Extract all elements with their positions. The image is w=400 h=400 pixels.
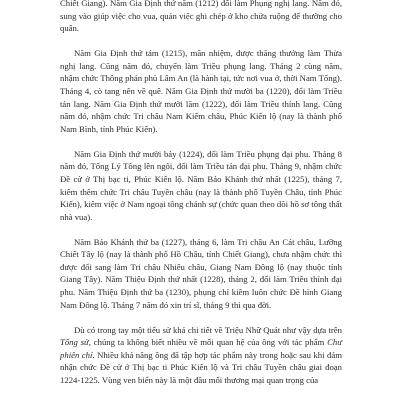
body-text bbox=[60, 0, 342, 387]
paragraph-text: , chúng ta không biết nhiều về mối quan hệ của ông với tác phẩm bbox=[88, 337, 328, 348]
italic-title: Chư phiên chí bbox=[60, 337, 342, 360]
italic-title: Tống sử bbox=[60, 337, 89, 348]
paragraph-text: . Nhiều khả năng ông đã tập hợp tác phẩm này trong hoặc sau khi đảm nhận chức Đề cử ở Thị bạc ti Phúc Kiến lộ và Tri châu Tuyền châu giai đoạn 1224-1225. Vùng ven biển này là một đầu mối thương mại quan trọng của bbox=[60, 349, 342, 385]
paragraph-p1 bbox=[60, 0, 342, 35]
paragraph-text: Dù có trong tay một tiểu sử khá chi tiết về Triệu Nhữ Quát như vậy dựa trên bbox=[74, 324, 342, 335]
paragraph-p3 bbox=[60, 148, 342, 224]
paragraph-p4 bbox=[60, 236, 342, 312]
paragraph-text: Chiết Giang). Năm Gia Định thứ năm (1212) đổi làm Phụng nghị lang. Năm đó, sung vào giúp việc cho vua, quản việc ghi chép ở kho chứa ruộng để thường cho quân. bbox=[60, 0, 342, 34]
paragraph-p2 bbox=[60, 47, 342, 135]
paragraph-text: Năm Gia Định thứ mười bảy (1224), đổi làm Triều phụng đại phu. Tháng 8 năm đó, Tống Lý Tông lên ngôi, đổi làm Triều tán đại phu. Tháng 9, nhậm chức Đề cử ở Thị bạc ti, Phúc Kiến lộ. Năm Bảo Khánh thứ nhất (1225), tháng 7, kiêm thêm chức Tri châu Tuyền châu (nay là thành phố Tuyền Châu, tỉnh Phúc Kiến), kiêm việc ở Nam ngoại tông chánh sự (chức quan theo dõi hồ sơ tông thất nhà vua). bbox=[60, 148, 342, 222]
paragraph-text: Năm Gia Định thứ tám (1215), mãn nhiệm, được thăng thưởng làm Thừa nghị lang. Cũng năm đó, chuyển làm Triều phụng lang. Tháng 2 cùng năm, nhậm chức Thông phán phủ Lâm An (là hành tại, tức nơi vua ở, thời Nam Tống). Tháng 4, cò tang nên về quê. Năm Gia Định thứ mười ba (1220), đổi làm Triều tản lang. Năm Gia Định thứ mười lăm (1222), đổi làm Triều thỉnh lang. Cũng năm đó, nhậm chức Tri châu Nam Kiếm châu, Phúc Kiến lộ (nay là thành phố Nam Bình, tỉnh Phúc Kiến). bbox=[60, 48, 342, 134]
paragraph-text: Năm Bảo Khánh thứ ba (1227), tháng 6, làm Tri châu An Cát châu, Lưỡng Chiết Tây lộ (nay là thành phố Hồ Châu, tỉnh Chiết Giang), chưa nhậm chức thì được đổi sang làm Tri châu Nhiêu châu, Giang Nam Đông lộ (nay thuộc tỉnh Giang Tây). Năm Thiệu Định thứ nhất (1228), tháng 2, đổi làm Triều thỉnh đại phu. Năm Thiệu Định thứ ba (1230), phụng chỉ kiêm luôn chức Đề hình Giang Nam Đông lộ. Tháng 7 năm đó xin trí sĩ, tháng 9 thì qua đời. bbox=[60, 236, 342, 310]
paragraph-p5 bbox=[60, 324, 342, 387]
